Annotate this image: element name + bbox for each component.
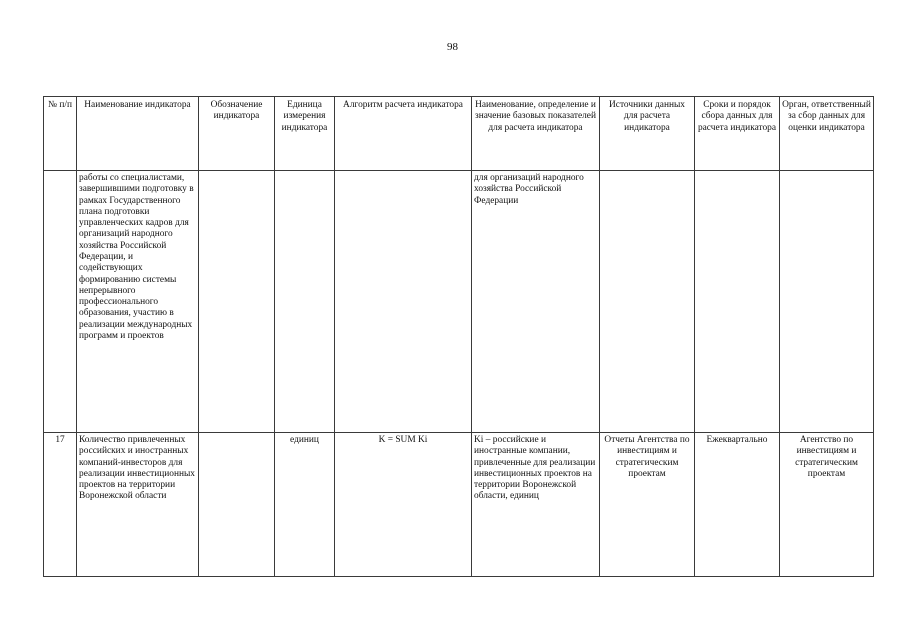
header-designation: Обозначение индикатора: [199, 97, 275, 171]
cell-sources: [600, 171, 695, 433]
cell-number: 17: [44, 433, 77, 577]
cell-algorithm: K = SUM Ki: [335, 433, 472, 577]
table-row: [44, 433, 874, 577]
cell-base-indicators: для организаций народного хозяйства Российской Федерации: [472, 171, 600, 433]
cell-unit: единиц: [275, 433, 335, 577]
cell-name: работы со специалистами, завершившими подготовку в рамках Государственного плана подготовки управленческих кадров для организаций народного хозяйства Российской Федерации, и содействующих формированию системы непрерывного профессионального образования, участию в реализации международных программ и проектов: [77, 171, 199, 433]
cell-name: Количество привлеченных российских и иностранных компаний-инвесторов для реализации инвестиционных проектов на территории Воронежской области: [77, 433, 199, 577]
header-algorithm: Алгоритм расчета индикатора: [335, 97, 472, 171]
cell-responsible: [780, 171, 874, 433]
cell-algorithm: [335, 171, 472, 433]
table-header-row: [44, 97, 874, 171]
header-unit: Единица измерения индикатора: [275, 97, 335, 171]
header-schedule: Сроки и порядок сбора данных для расчета индикатора: [695, 97, 780, 171]
page-number: 98: [447, 41, 458, 53]
cell-sources: Отчеты Агентства по инвестициям и стратегическим проектам: [600, 433, 695, 577]
cell-designation: [199, 171, 275, 433]
cell-designation: [199, 433, 275, 577]
cell-number: [44, 171, 77, 433]
cell-base-indicators: Ki – российские и иностранные компании, привлеченные для реализации инвестиционных проектов на территории Воронежской области, единиц: [472, 433, 600, 577]
header-number: № п/п: [44, 97, 77, 171]
header-responsible: Орган, ответственный за сбор данных для оценки индикатора: [780, 97, 874, 171]
header-name: Наименование индикатора: [77, 97, 199, 171]
cell-schedule: Ежеквартально: [695, 433, 780, 577]
table-row: [44, 171, 874, 433]
header-base-indicators: Наименование, определение и значение базовых показателей для расчета индикатора: [472, 97, 600, 171]
cell-responsible: Агентство по инвестициям и стратегическим проектам: [780, 433, 874, 577]
cell-schedule: [695, 171, 780, 433]
header-sources: Источники данных для расчета индикатора: [600, 97, 695, 171]
indicators-table: [43, 96, 874, 577]
cell-unit: [275, 171, 335, 433]
